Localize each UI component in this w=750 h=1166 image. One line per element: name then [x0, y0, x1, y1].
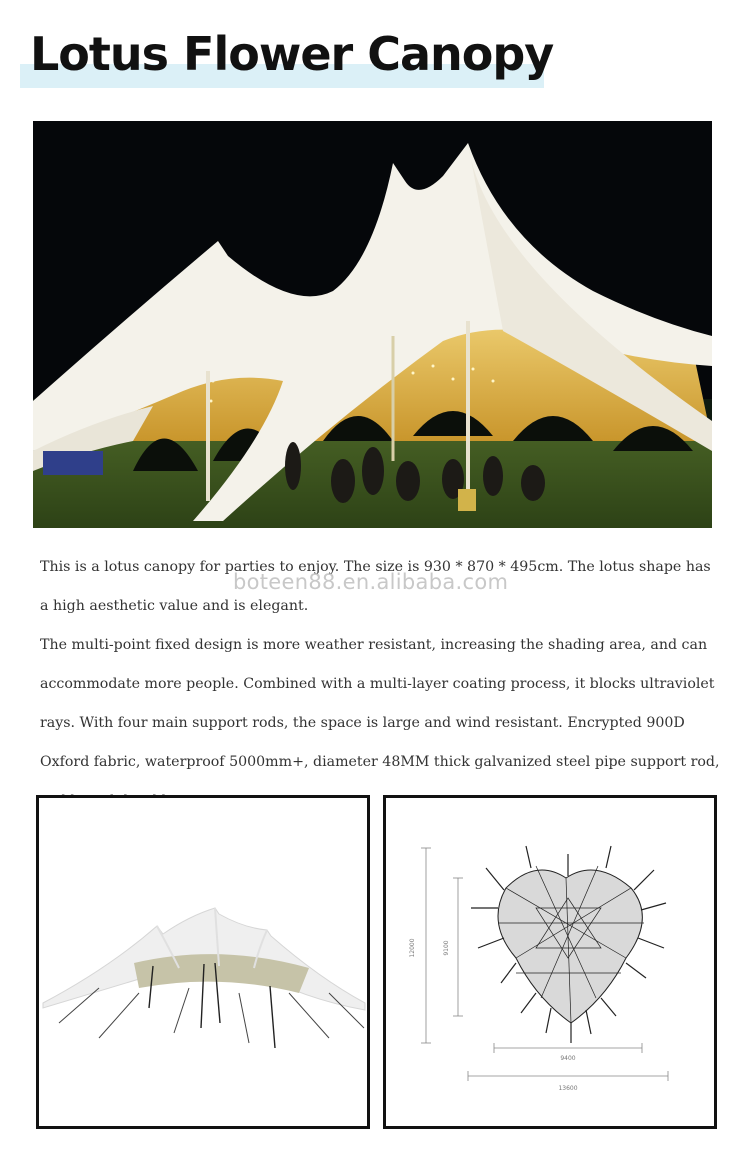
canopy-render-illustration — [39, 798, 367, 1126]
dim-height-inner: 9100 — [443, 940, 450, 956]
page-title: Lotus Flower Canopy — [30, 27, 554, 81]
dim-width-inner: 9400 — [560, 1055, 576, 1062]
watermark: boteen88.en.alibaba.com — [233, 570, 509, 594]
canopy-plan-diagram — [386, 798, 714, 1126]
canopy-night-illustration — [33, 121, 712, 528]
dim-height-outer: 12000 — [409, 938, 416, 958]
hero-photo-canopy-night — [33, 121, 712, 528]
title-block — [20, 22, 554, 90]
description-paragraph-1: This is a lotus canopy for parties to enjoy. The size is 930 * 870 * 495cm. The lotus shape has a high aesthetic value and is elegant. — [40, 559, 711, 614]
render-panel-canopy — [36, 795, 370, 1129]
dimension-diagram-panel — [383, 795, 717, 1129]
description-paragraph-2: The multi-point fixed design is more weather resistant, increasing the shading area, and can accommodate more people. Combined with a multi-layer coating process, it blocks ultraviolet rays. With four main support rods, the space is large and wind resistant. Encrypted 900D Oxford fabric, waterproof 5000mm+, diameter 48MM thick galvanized steel pipe support rod, — [40, 637, 720, 770]
dim-width-outer: 13600 — [558, 1085, 578, 1092]
